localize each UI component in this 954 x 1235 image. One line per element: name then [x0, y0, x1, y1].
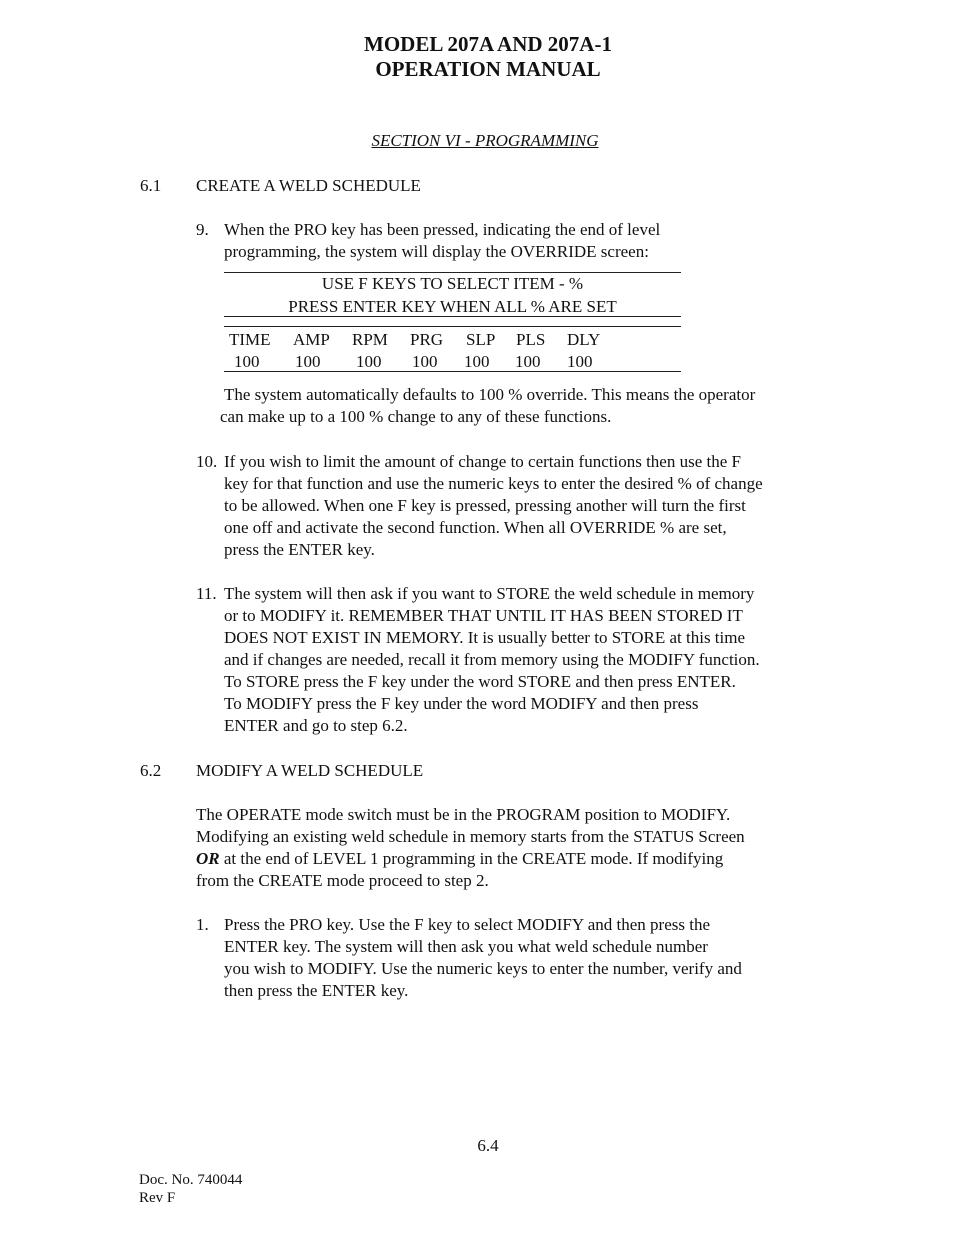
manual-title-line1: MODEL 207A AND 207A-1 — [364, 32, 612, 56]
emphasis-or: OR — [196, 849, 220, 868]
override-header-pls: PLS — [516, 330, 546, 349]
list-item-label: 10. — [196, 452, 218, 471]
override-default-note-line1: The system automatically defaults to 100 % override. This means the operator — [224, 385, 756, 404]
override-header-amp: AMP — [293, 330, 330, 349]
doc-number: Doc. No. 740044 — [139, 1172, 243, 1188]
paragraph-line-rest: at the end of LEVEL 1 programming in the CREATE mode. If modifying — [219, 849, 724, 868]
list-item-line: To MODIFY press the F key under the word MODIFY and then press — [224, 694, 699, 713]
list-item-line: one off and activate the second function. When all OVERRIDE % are set, — [224, 518, 727, 537]
override-header-rpm: RPM — [352, 330, 388, 349]
paragraph-line: The OPERATE mode switch must be in the PROGRAM position to MODIFY. — [196, 805, 731, 824]
screen-instruction-1: USE F KEYS TO SELECT ITEM - % — [321, 274, 584, 293]
screen-rule-bottom — [224, 371, 681, 372]
list-item-line: or to MODIFY it. REMEMBER THAT UNTIL IT HAS BEEN STORED IT — [224, 606, 743, 625]
paragraph-line: Modifying an existing weld schedule in memory starts from the STATUS Screen — [196, 827, 745, 846]
paragraph-line: from the CREATE mode proceed to step 2. — [196, 871, 489, 890]
list-item-line: Press the PRO key. Use the F key to select MODIFY and then press the — [224, 915, 711, 934]
list-item-line: When the PRO key has been pressed, indicating the end of level — [224, 220, 661, 239]
manual-title-line2: OPERATION MANUAL — [375, 57, 601, 81]
revision: Rev F — [139, 1190, 176, 1206]
list-item-line: ENTER and go to step 6.2. — [224, 716, 408, 735]
list-item-line: The system will then ask if you want to STORE the weld schedule in memory — [224, 584, 755, 603]
override-value-dly: 100 — [567, 352, 593, 371]
list-item-line: programming, the system will display the OVERRIDE screen: — [224, 242, 649, 261]
override-value-pls: 100 — [515, 352, 541, 371]
override-value-prg: 100 — [412, 352, 438, 371]
screen-rule-mid-2 — [224, 326, 681, 327]
list-item-line: If you wish to limit the amount of change to certain functions then use the F — [224, 452, 741, 471]
screen-rule-mid-1 — [224, 316, 681, 317]
list-item-label: 9. — [196, 220, 209, 239]
list-item-line: press the ENTER key. — [224, 540, 375, 559]
list-item-line: then press the ENTER key. — [224, 981, 409, 1000]
override-value-rpm: 100 — [356, 352, 382, 371]
section-number-6-1: 6.1 — [140, 176, 162, 195]
page-number: 6.4 — [477, 1136, 499, 1155]
section-heading-6-2: MODIFY A WELD SCHEDULE — [196, 761, 424, 780]
list-item-line: you wish to MODIFY. Use the numeric keys to enter the number, verify and — [224, 959, 742, 978]
list-item-line: ENTER key. The system will then ask you what weld schedule number — [224, 937, 708, 956]
override-screen — [224, 272, 681, 372]
list-item-line: To STORE press the F key under the word STORE and then press ENTER. — [224, 672, 736, 691]
override-value-time: 100 — [234, 352, 260, 371]
list-item-line: DOES NOT EXIST IN MEMORY. It is usually better to STORE at this time — [224, 628, 746, 647]
list-item-label: 1. — [196, 915, 209, 934]
override-header-dly: DLY — [567, 330, 601, 349]
list-item-line: to be allowed. When one F key is pressed, pressing another will turn the first — [224, 496, 746, 515]
override-default-note-line2: can make up to a 100 % change to any of these functions. — [220, 407, 612, 426]
list-item-line: and if changes are needed, recall it from memory using the MODIFY function. — [224, 650, 760, 669]
section-number-6-2: 6.2 — [140, 761, 162, 780]
section-heading-6-1: CREATE A WELD SCHEDULE — [196, 176, 421, 195]
screen-instruction-2: PRESS ENTER KEY WHEN ALL % ARE SET — [288, 297, 617, 316]
override-value-amp: 100 — [295, 352, 321, 371]
modify-intro-paragraph — [196, 804, 745, 892]
section-title: SECTION VI - PROGRAMMING — [371, 131, 599, 150]
override-header-time: TIME — [229, 330, 271, 349]
override-header-prg: PRG — [410, 330, 444, 349]
override-value-slp: 100 — [464, 352, 490, 371]
paragraph-line — [196, 848, 745, 870]
override-header-slp: SLP — [466, 330, 496, 349]
list-item-line: key for that function and use the numeric keys to enter the desired % of change — [224, 474, 763, 493]
list-item-label: 11. — [196, 584, 217, 603]
